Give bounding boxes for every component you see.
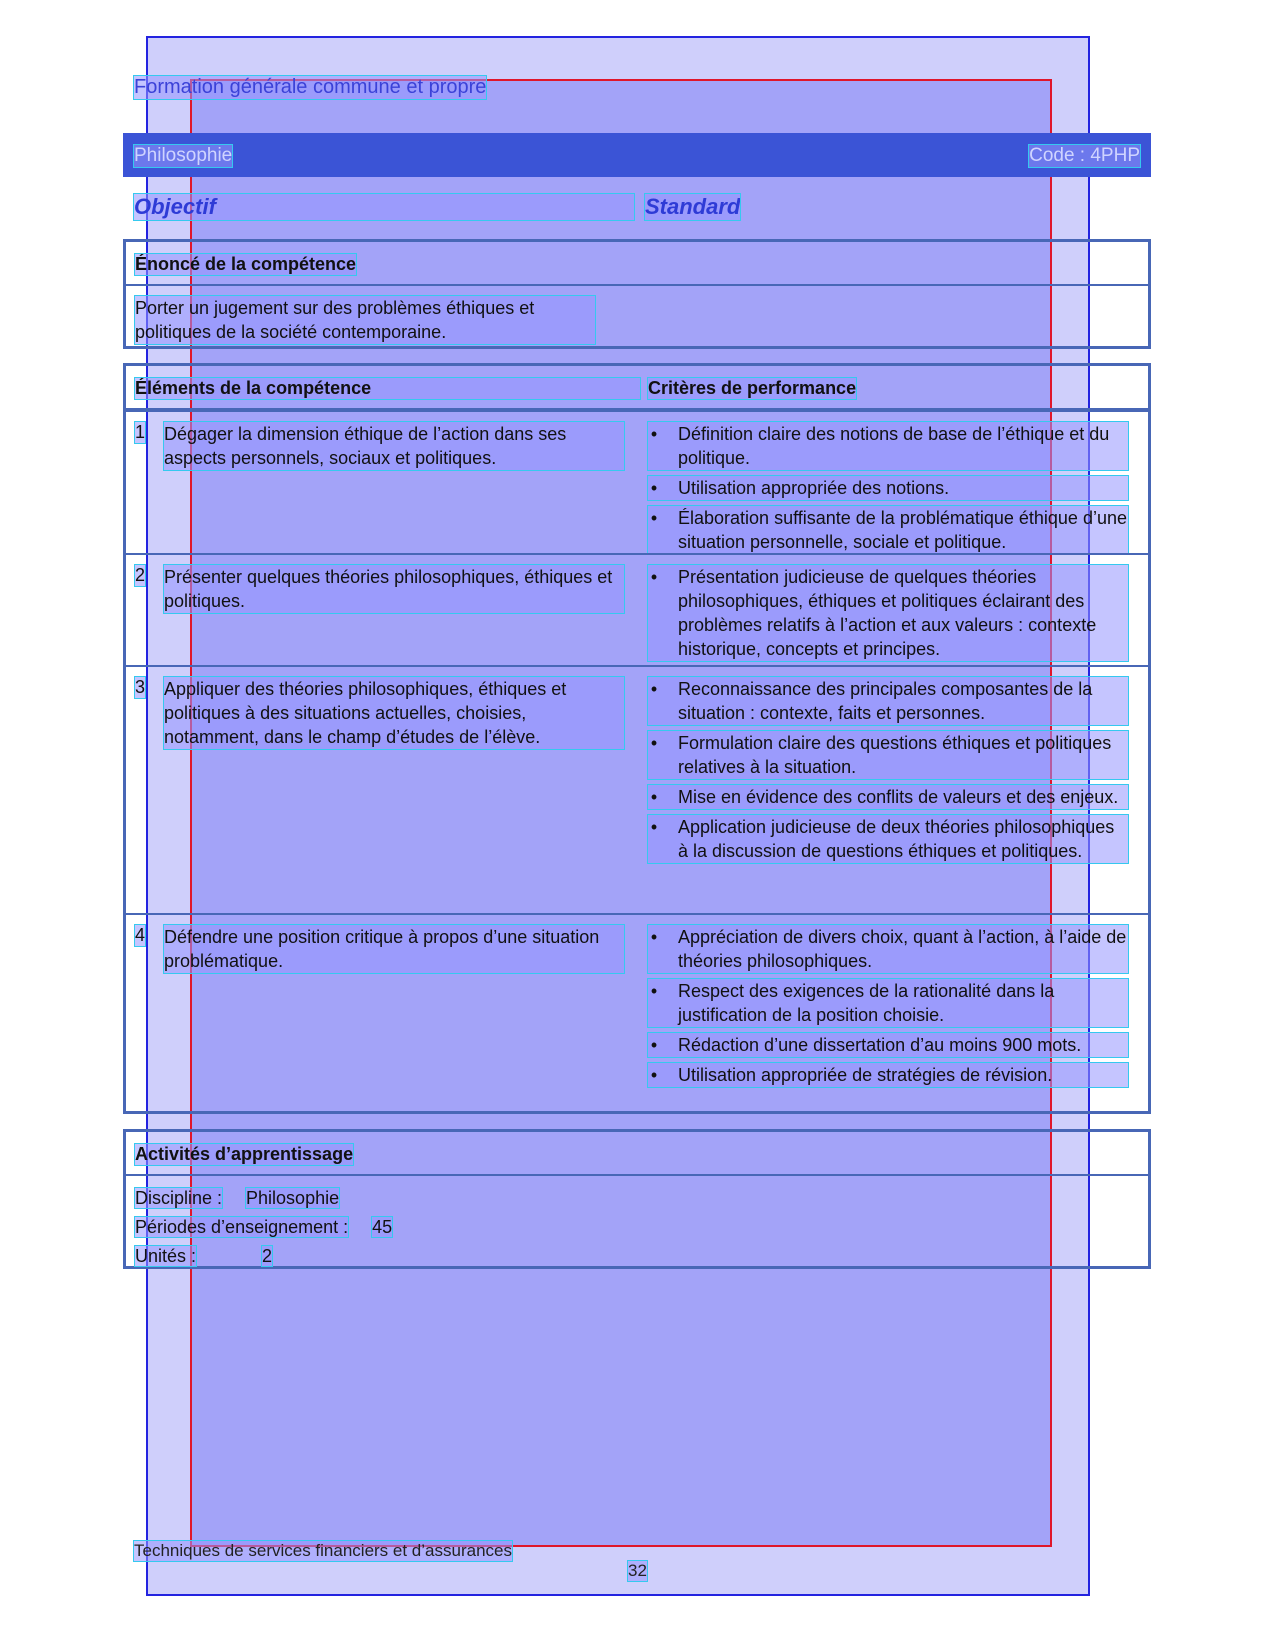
enonce-text: Porter un jugement sur des problèmes éthiques et politiques de la société contemporaine. bbox=[135, 296, 595, 344]
heading-standard: Standard bbox=[645, 194, 741, 219]
page-number: 32 bbox=[628, 1561, 647, 1580]
list-item bbox=[648, 815, 1128, 863]
table-row bbox=[126, 553, 1148, 665]
list-item bbox=[648, 979, 1128, 1027]
list-item bbox=[648, 506, 1128, 554]
course-name: Philosophie bbox=[134, 145, 233, 166]
section-label: Formation générale commune et propre bbox=[134, 76, 487, 98]
bullet-icon: • bbox=[650, 679, 658, 699]
discipline-line bbox=[135, 1186, 1139, 1210]
bullet-icon: • bbox=[650, 981, 658, 1001]
criterion-text: Présentation judicieuse de quelques théories philosophiques, éthiques et politiques éclairant des problèmes relatifs à l’action et aux valeurs : contexte historique, concepts et principes. bbox=[678, 567, 1097, 659]
criterion-text: Rédaction d’une dissertation d’au moins 900 mots. bbox=[678, 1035, 1082, 1055]
criteria-list bbox=[648, 925, 1128, 1093]
discipline-label: Discipline : bbox=[135, 1188, 223, 1208]
criterion-text: Reconnaissance des principales composantes de la situation : contexte, faits et personnes. bbox=[678, 679, 1093, 723]
elements-col1-title: Éléments de la compétence bbox=[135, 378, 640, 399]
criterion-text: Application judicieuse de deux théories philosophiques à la discussion de questions éthiques et politiques. bbox=[678, 817, 1115, 861]
list-item bbox=[648, 1063, 1128, 1087]
enonce-title: Énoncé de la compétence bbox=[135, 254, 357, 274]
criteria-list bbox=[648, 565, 1128, 667]
criterion-text: Mise en évidence des conflits de valeurs et des enjeux. bbox=[678, 787, 1119, 807]
element-text: Appliquer des théories philosophiques, éthiques et politiques à des situations actuelles, choisies, notamment, dans le champ d’études de l’élève. bbox=[164, 677, 624, 749]
periodes-label: Périodes d’enseignement : bbox=[135, 1217, 349, 1237]
heading-objectif: Objectif bbox=[134, 194, 634, 220]
enonce-box bbox=[123, 239, 1151, 349]
bullet-icon: • bbox=[650, 478, 658, 498]
list-item bbox=[648, 1033, 1128, 1057]
criterion-text: Élaboration suffisante de la problématique éthique d’une situation personnelle, sociale et politique. bbox=[678, 508, 1127, 552]
table-row bbox=[126, 665, 1148, 913]
element-number: 2 bbox=[135, 565, 146, 585]
course-code: Code : 4PHP bbox=[1029, 145, 1140, 166]
periodes-line bbox=[135, 1215, 1139, 1239]
element-number: 3 bbox=[135, 677, 146, 697]
unites-line bbox=[135, 1244, 1139, 1268]
element-number: 4 bbox=[135, 925, 146, 945]
bullet-icon: • bbox=[650, 733, 658, 753]
list-item bbox=[648, 476, 1128, 500]
elements-col2-title: Critères de performance bbox=[648, 378, 857, 398]
table-row bbox=[126, 410, 1148, 553]
criterion-text: Définition claire des notions de base de l’éthique et du politique. bbox=[678, 424, 1110, 468]
discipline-value: Philosophie bbox=[246, 1188, 340, 1208]
bullet-icon: • bbox=[650, 1035, 658, 1055]
criterion-text: Utilisation appropriée des notions. bbox=[678, 478, 950, 498]
criterion-text: Utilisation appropriée de stratégies de révision. bbox=[678, 1065, 1053, 1085]
list-item bbox=[648, 731, 1128, 779]
bullet-icon: • bbox=[650, 787, 658, 807]
list-item bbox=[648, 785, 1128, 809]
bullet-icon: • bbox=[650, 567, 658, 587]
activities-box bbox=[123, 1129, 1151, 1269]
bullet-icon: • bbox=[650, 927, 658, 947]
bullet-icon: • bbox=[650, 1065, 658, 1085]
footer-program: Techniques de services financiers et d’assurances bbox=[134, 1541, 512, 1560]
criterion-text: Respect des exigences de la rationalité dans la justification de la position choisie. bbox=[678, 981, 1055, 1025]
list-item bbox=[648, 422, 1128, 470]
table-row bbox=[126, 913, 1148, 1115]
criteria-list bbox=[648, 677, 1128, 869]
element-number: 1 bbox=[135, 422, 146, 442]
periodes-value: 45 bbox=[372, 1217, 393, 1237]
criterion-text: Appréciation de divers choix, quant à l’action, à l’aide de théories philosophiques. bbox=[678, 927, 1127, 971]
list-item bbox=[648, 565, 1128, 661]
list-item bbox=[648, 925, 1128, 973]
criteria-list bbox=[648, 422, 1128, 560]
element-text: Dégager la dimension éthique de l’action dans ses aspects personnels, sociaux et politiques. bbox=[164, 422, 624, 470]
criterion-text: Formulation claire des questions éthiques et politiques relatives à la situation. bbox=[678, 733, 1112, 777]
element-text: Présenter quelques théories philosophiques, éthiques et politiques. bbox=[164, 565, 624, 613]
bullet-icon: • bbox=[650, 817, 658, 837]
list-item bbox=[648, 677, 1128, 725]
unites-label: Unités : bbox=[135, 1246, 197, 1266]
element-text: Défendre une position critique à propos d’une situation problématique. bbox=[164, 925, 624, 973]
bullet-icon: • bbox=[650, 508, 658, 528]
bullet-icon: • bbox=[650, 424, 658, 444]
course-band bbox=[123, 133, 1151, 177]
elements-box bbox=[123, 363, 1151, 1114]
unites-value: 2 bbox=[262, 1246, 273, 1266]
activities-title: Activités d’apprentissage bbox=[135, 1144, 354, 1164]
